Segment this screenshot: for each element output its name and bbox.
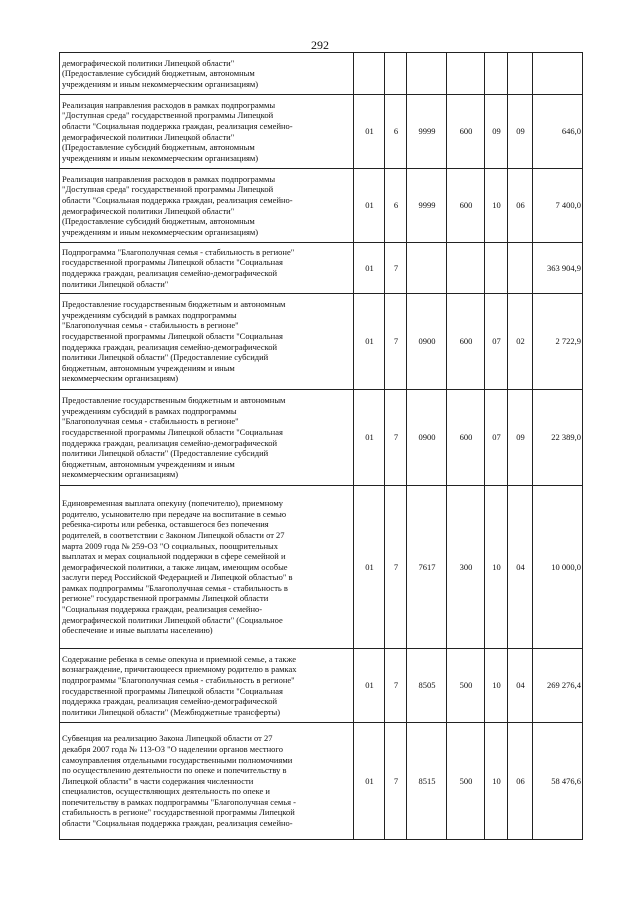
expense-type-code: [447, 53, 485, 95]
subprogram-code: [385, 53, 407, 95]
table-row: [60, 95, 583, 169]
amount: 646,0: [533, 95, 583, 169]
row-description: Предоставление государственным бюджетным и автономным учреждениям субсидий в рамках подпрограммы "Благополучная семья - стабильность в регионе" государственной программы Липецкой области "Социальная поддержка граждан, реализация семейно-демографической политики Липецкой области" (Предоставление субсидий бюджетным, автономным учреждениям и иным некоммерческим организациям): [60, 294, 354, 390]
row-description: Единовременная выплата опекуну (попечителю), приемному родителю, усыновителю при передаче на воспитание в семью ребенка-сироты или ребенка, оставшегося без попечения родителей, в соответствии с Законом Липецкой области от 27 марта 2009 года № 259-ОЗ "О социальных, поощрительных выплатах и мерах социальной поддержки в сфере семейной и демографической политики, а также лицам, имеющим особые заслуги перед Российской Федерацией и Липецкой областью" в рамках подпрограммы "Благополучная семья - стабильность в регионе" государственной программы Липецкой области "Социальная поддержка граждан, реализация семейно- демографической политики Липецкой области" (Социальное обеспечение и иные выплаты населению): [60, 486, 354, 649]
amount: 363 904,9: [533, 243, 583, 294]
subsection-code: 09: [508, 390, 533, 486]
subprogram-code: 7: [385, 390, 407, 486]
amount: 22 389,0: [533, 390, 583, 486]
subsection-code: 02: [508, 294, 533, 390]
row-description: Субвенция на реализацию Закона Липецкой области от 27 декабря 2007 года № 113-ОЗ "О наделении органов местного самоуправления отдельными государственными полномочиями по осуществлению деятельности по опеке и попечительству в Липецкой области" в части содержания численности специалистов, осуществляющих деятельность по опеке и попечительству в рамках подпрограммы "Благополучная семья - стабильность в регионе" государственной программы Липецкой области "Социальная поддержка граждан, реализация семейно-: [60, 723, 354, 840]
program-code: 01: [354, 486, 385, 649]
row-description: Реализация направления расходов в рамках подпрограммы "Доступная среда" государственной программы Липецкой области "Социальная поддержка граждан, реализация семейно- демографической политики Липецкой области" (Предоставление субсидий бюджетным, автономным учреждениям и иным некоммерческим организациям): [60, 95, 354, 169]
expense-type-code: 300: [447, 486, 485, 649]
subsection-code: 04: [508, 649, 533, 723]
row-description: Содержание ребенка в семье опекуна и приемной семье, а также вознаграждение, причитающееся приемному родителю в рамках подпрограммы "Благополучная семья - стабильность в регионе" государственной программы Липецкой области "Социальная поддержка граждан, реализация семейно-демографической политики Липецкой области" (Межбюджетные трансферты): [60, 649, 354, 723]
budget-table: [59, 52, 583, 840]
section-code: 10: [485, 169, 508, 243]
direction-code: [407, 53, 447, 95]
row-description: демографической политики Липецкой области" (Предоставление субсидий бюджетным, автономным учреждениям и иным некоммерческим организациям): [60, 53, 354, 95]
section-code: 10: [485, 723, 508, 840]
program-code: 01: [354, 243, 385, 294]
section-code: [485, 243, 508, 294]
table-row: [60, 723, 583, 840]
expense-type-code: 600: [447, 169, 485, 243]
row-description: Предоставление государственным бюджетным и автономным учреждениям субсидий в рамках подпрограммы "Благополучная семья - стабильность в регионе" государственной программы Липецкой области "Социальная поддержка граждан, реализация семейно-демографической политики Липецкой области" (Предоставление субсидий бюджетным, автономным учреждениям и иным некоммерческим организациям): [60, 390, 354, 486]
subprogram-code: 7: [385, 294, 407, 390]
program-code: 01: [354, 95, 385, 169]
direction-code: 8515: [407, 723, 447, 840]
table-row: [60, 243, 583, 294]
direction-code: 8505: [407, 649, 447, 723]
subsection-code: 06: [508, 723, 533, 840]
program-code: 01: [354, 390, 385, 486]
subsection-code: 04: [508, 486, 533, 649]
subprogram-code: 7: [385, 486, 407, 649]
direction-code: [407, 243, 447, 294]
amount: 269 276,4: [533, 649, 583, 723]
section-code: 09: [485, 95, 508, 169]
section-code: [485, 53, 508, 95]
section-code: 07: [485, 294, 508, 390]
subsection-code: [508, 243, 533, 294]
table-row: [60, 294, 583, 390]
expense-type-code: [447, 243, 485, 294]
expense-type-code: 600: [447, 294, 485, 390]
amount: 2 722,9: [533, 294, 583, 390]
subprogram-code: 6: [385, 95, 407, 169]
direction-code: 0900: [407, 294, 447, 390]
subsection-code: [508, 53, 533, 95]
subprogram-code: 7: [385, 243, 407, 294]
table-row: [60, 53, 583, 95]
expense-type-code: 500: [447, 649, 485, 723]
subsection-code: 09: [508, 95, 533, 169]
amount: [533, 53, 583, 95]
section-code: 10: [485, 486, 508, 649]
table-row: [60, 169, 583, 243]
subprogram-code: 7: [385, 723, 407, 840]
program-code: 01: [354, 169, 385, 243]
section-code: 10: [485, 649, 508, 723]
section-code: 07: [485, 390, 508, 486]
table-row: [60, 390, 583, 486]
program-code: 01: [354, 649, 385, 723]
amount: 58 476,6: [533, 723, 583, 840]
table-row: [60, 486, 583, 649]
program-code: 01: [354, 294, 385, 390]
direction-code: 0900: [407, 390, 447, 486]
expense-type-code: 600: [447, 95, 485, 169]
table-row: [60, 649, 583, 723]
direction-code: 9999: [407, 169, 447, 243]
subprogram-code: 6: [385, 169, 407, 243]
expense-type-code: 600: [447, 390, 485, 486]
subprogram-code: 7: [385, 649, 407, 723]
row-description: Подпрограмма "Благополучная семья - стабильность в регионе" государственной программы Липецкой области "Социальная поддержка граждан, реализация семейно-демографической политики Липецкой области": [60, 243, 354, 294]
direction-code: 9999: [407, 95, 447, 169]
program-code: 01: [354, 723, 385, 840]
amount: 10 000,0: [533, 486, 583, 649]
direction-code: 7617: [407, 486, 447, 649]
amount: 7 400,0: [533, 169, 583, 243]
program-code: [354, 53, 385, 95]
expense-type-code: 500: [447, 723, 485, 840]
subsection-code: 06: [508, 169, 533, 243]
page-number: 292: [311, 38, 329, 52]
row-description: Реализация направления расходов в рамках подпрограммы "Доступная среда" государственной программы Липецкой области "Социальная поддержка граждан, реализация семейно- демографической политики Липецкой области" (Предоставление субсидий бюджетным, автономным учреждениям и иным некоммерческим организациям): [60, 169, 354, 243]
